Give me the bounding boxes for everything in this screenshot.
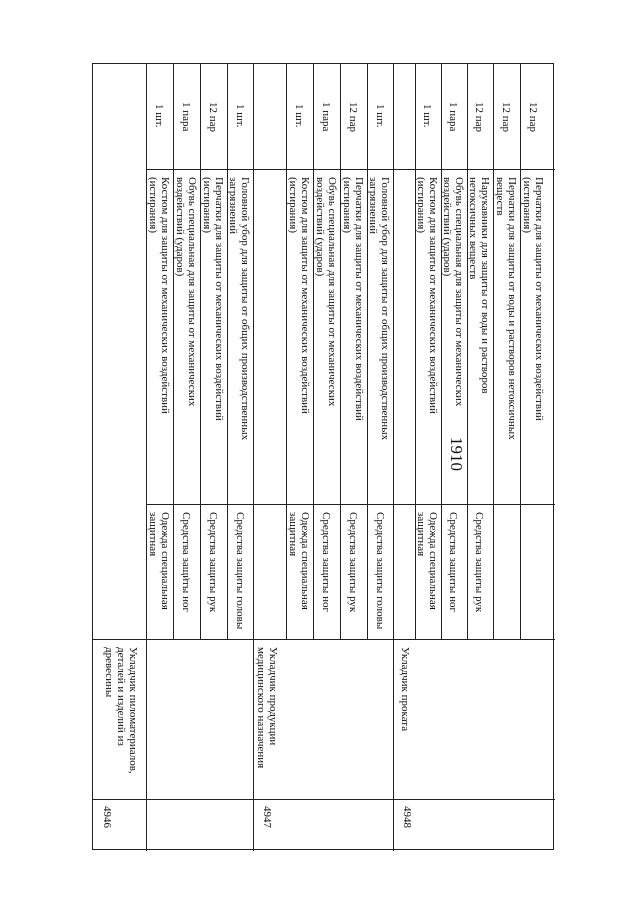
ppe-quantity: 12 пар xyxy=(527,102,539,133)
ppe-category: Средства защиты головы xyxy=(234,512,246,630)
ppe-quantity: 12 пар xyxy=(473,102,485,133)
ppe-table xyxy=(92,63,554,850)
ppe-item: Перчатки для защиты от механических воздействий (истирания) xyxy=(521,177,545,421)
row-divider xyxy=(493,64,494,169)
ppe-quantity: 1 шт. xyxy=(153,104,165,128)
ppe-quantity: 12 пар xyxy=(347,102,359,133)
page-number: 1910 xyxy=(447,437,466,471)
ppe-category: Средства защиты головы xyxy=(374,512,386,630)
ppe-quantity: 12 пар xyxy=(207,102,219,133)
profession-name: Укладчик пиломатериалов, деталей и изделий из древесины xyxy=(103,647,139,774)
ppe-quantity: 1 пара xyxy=(447,102,459,132)
ppe-category: Средства защиты ног xyxy=(320,512,332,612)
ppe-item: Головной убор для защиты от общих производственных загрязнений xyxy=(227,177,251,441)
ppe-category: Одежда специальная защитная xyxy=(415,512,439,610)
col-divider-code xyxy=(93,799,555,800)
ppe-quantity: 1 шт. xyxy=(374,104,386,128)
group-divider-4948 xyxy=(393,64,394,851)
ppe-quantity: 1 пара xyxy=(180,102,192,132)
ppe-quantity: 12 пар xyxy=(500,102,512,133)
ppe-category: Средства защиты рук xyxy=(347,512,359,613)
profession-name: Укладчик проката xyxy=(399,647,411,732)
ppe-item: Перчатки для защиты от воды и растворов нетоксичных веществ xyxy=(494,177,518,440)
ppe-quantity: 1 шт. xyxy=(421,104,433,128)
ppe-category: Средства защиты ног xyxy=(180,512,192,612)
ppe-item: Костюм для защиты от механических воздействий (истирания) xyxy=(287,177,311,414)
col-divider-profession xyxy=(93,639,555,640)
row-divider xyxy=(520,504,521,639)
ppe-item: Перчатки для защиты от механических воздействий (истирания) xyxy=(341,177,365,421)
profession-name: Укладчик продукции медицинского назначения xyxy=(255,647,279,769)
ppe-item: Обувь специальная для защиты от механических воздействий (ударов) xyxy=(174,177,198,407)
ppe-item: Костюм для защиты от механических воздействий (истирания) xyxy=(147,177,171,414)
ppe-category: Средства защиты ног xyxy=(447,512,459,612)
ppe-category: Средства защиты рук xyxy=(207,512,219,613)
group-divider-4947 xyxy=(253,64,254,851)
group-code: 4946 xyxy=(101,806,113,828)
ppe-item: Костюм для защиты от механических воздействий (истирания) xyxy=(415,177,439,414)
ppe-item: Головной убор для защиты от общих производственных загрязнений xyxy=(367,177,391,441)
ppe-category: Одежда специальная защитная xyxy=(287,512,311,610)
ppe-item: Обувь специальная для защиты от механических воздействий (ударов) xyxy=(441,177,465,407)
group-code: 4948 xyxy=(401,806,413,828)
ppe-item: Нарукавники для защиты от воды и растворов нетоксичных веществ xyxy=(467,177,491,394)
ppe-item: Обувь специальная для защиты от механических воздействий (ударов) xyxy=(314,177,338,407)
ppe-item: Перчатки для защиты от механических воздействий (истирания) xyxy=(201,177,225,421)
group-code: 4947 xyxy=(261,806,273,828)
ppe-category: Средства защиты рук xyxy=(473,512,485,613)
ppe-quantity: 1 пара xyxy=(320,102,332,132)
ppe-category: Одежда специальная защитная xyxy=(147,512,171,610)
ppe-quantity: 1 шт. xyxy=(234,104,246,128)
ppe-quantity: 1 шт. xyxy=(293,104,305,128)
